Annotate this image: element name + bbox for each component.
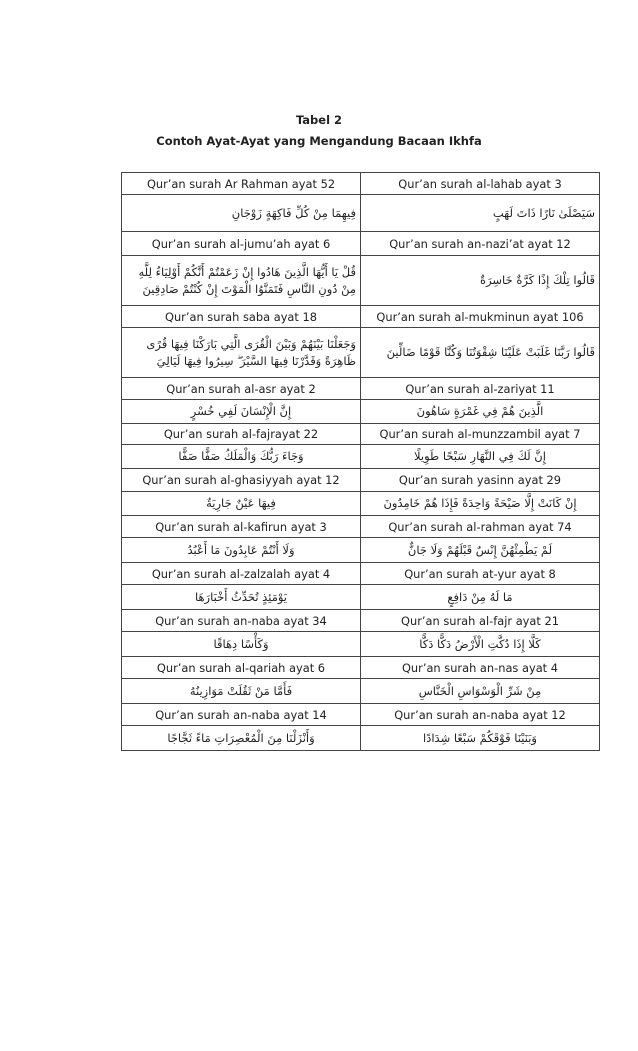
arabic-verse-right: الَّذِينَ هُمْ فِي غَمْرَةٍ سَاهُونَ xyxy=(361,400,600,424)
table-row-verse xyxy=(122,679,600,704)
surah-reference-right: Qur’an surah at-yur ayat 8 xyxy=(361,563,600,585)
surah-reference-left: Qur’an surah an-naba ayat 14 xyxy=(122,704,361,726)
surah-reference-left: Qur’an surah al-ghasiyyah ayat 12 xyxy=(122,469,361,492)
surah-reference-right: Qur’an surah an-nas ayat 4 xyxy=(361,657,600,679)
table-row-verse xyxy=(122,195,600,232)
arabic-verse-left: وَجَاءَ رَبُّكَ وَالْمَلَكُ صَفًّا صَفًّا xyxy=(122,445,361,469)
arabic-verse-right: قَالُوا رَبَّنَا غَلَبَتْ عَلَيْنَا شِقْوَتُنَا وَكُنَّا قَوْمًا ضَالِّينَ xyxy=(361,328,600,378)
table-row-verse xyxy=(122,445,600,469)
surah-reference-left: Qur’an surah al-asr ayat 2 xyxy=(122,378,361,400)
arabic-verse-left: وَأَنْزَلْنَا مِنَ الْمُعْصِرَاتِ مَاءً ثَجَّاجًا xyxy=(122,726,361,751)
arabic-verse-left: إِنَّ الْإِنْسَانَ لَفِي خُسْرٍ xyxy=(122,400,361,424)
arabic-verse-left: وَلَا أَنْتُمْ عَابِدُونَ مَا أَعْبُدُ xyxy=(122,538,361,563)
table-row-verse xyxy=(122,328,600,378)
table-row-reference xyxy=(122,469,600,492)
table-row-verse xyxy=(122,492,600,516)
arabic-verse-right: مَا لَهُ مِنْ دَافِعٍ xyxy=(361,585,600,610)
surah-reference-right: Qur’an surah yasinn ayat 29 xyxy=(361,469,600,492)
ikhfa-table xyxy=(121,172,600,751)
table-row-reference xyxy=(122,173,600,195)
table-row-verse xyxy=(122,400,600,424)
surah-reference-right: Qur’an surah al-lahab ayat 3 xyxy=(361,173,600,195)
arabic-verse-right: قَالُوا تِلْكَ إِذًا كَرَّةٌ خَاسِرَةٌ xyxy=(361,256,600,306)
table-row-reference xyxy=(122,563,600,585)
arabic-verse-left: فِيهَا عَيْنٌ جَارِيَةٌ xyxy=(122,492,361,516)
surah-reference-left: Qur’an surah al-jumu’ah ayat 6 xyxy=(122,232,361,256)
surah-reference-left: Qur’an surah al-zalzalah ayat 4 xyxy=(122,563,361,585)
arabic-verse-right: كَلَّا إِذَا دُكَّتِ الْأَرْضُ دَكًّا دَكًّا xyxy=(361,632,600,657)
table-row-reference xyxy=(122,378,600,400)
arabic-verse-right: مِنْ شَرِّ الْوَسْوَاسِ الْخَنَّاسِ xyxy=(361,679,600,704)
surah-reference-left: Qur’an surah al-fajrayat 22 xyxy=(122,424,361,445)
surah-reference-right: Qur’an surah al-fajr ayat 21 xyxy=(361,610,600,632)
table-row-verse xyxy=(122,538,600,563)
surah-reference-left: Qur’an surah an-naba ayat 34 xyxy=(122,610,361,632)
arabic-verse-right: وَبَنَيْنَا فَوْقَكُمْ سَبْعًا شِدَادًا xyxy=(361,726,600,751)
table-row-verse xyxy=(122,726,600,751)
arabic-verse-left: وَكَأْسًا دِهَاقًا xyxy=(122,632,361,657)
arabic-verse-left: فَأَمَّا مَنْ ثَقُلَتْ مَوَازِينُهُ xyxy=(122,679,361,704)
surah-reference-left: Qur’an surah al-qariah ayat 6 xyxy=(122,657,361,679)
surah-reference-right: Qur’an surah al-munzzambil ayat 7 xyxy=(361,424,600,445)
table-row-verse xyxy=(122,256,600,306)
surah-reference-right: Qur’an surah al-zariyat 11 xyxy=(361,378,600,400)
arabic-verse-left: يَوْمَئِذٍ تُحَدِّثُ أَخْبَارَهَا xyxy=(122,585,361,610)
table-row-reference xyxy=(122,704,600,726)
table-row-reference xyxy=(122,516,600,538)
table-row-reference xyxy=(122,306,600,328)
surah-reference-right: Qur’an surah al-rahman ayat 74 xyxy=(361,516,600,538)
table-row-verse xyxy=(122,632,600,657)
table-subtitle: Contoh Ayat-Ayat yang Mengandung Bacaan Ikhfa xyxy=(156,134,482,148)
surah-reference-left: Qur’an surah Ar Rahman ayat 52 xyxy=(122,173,361,195)
arabic-verse-right: لَمْ يَطْمِثْهُنَّ إِنْسٌ قَبْلَهُمْ وَلَا جَانٌّ xyxy=(361,538,600,563)
arabic-verse-right: إِنْ كَانَتْ إِلَّا صَيْحَةً وَاحِدَةً فَإِذَا هُمْ خَامِدُونَ xyxy=(361,492,600,516)
arabic-verse-right: سَيَصْلَىٰ نَارًا ذَاتَ لَهَبٍ xyxy=(361,195,600,232)
arabic-verse-left: وَجَعَلْنَا بَيْنَهُمْ وَبَيْنَ الْقُرَى الَّتِي بَارَكْنَا فِيهَا قُرًى ظَاهِرَةً وَقَدَّرْنَا فِيهَا السَّيْرَ ۖ سِيرُوا فِيهَا لَيَالِيَ xyxy=(122,328,361,378)
arabic-verse-right: إِنَّ لَكَ فِي النَّهَارِ سَبْحًا طَوِيلًا xyxy=(361,445,600,469)
surah-reference-right: Qur’an surah al-mukminun ayat 106 xyxy=(361,306,600,328)
arabic-verse-left: فِيهِمَا مِنْ كُلِّ فَاكِهَةٍ زَوْجَانِ xyxy=(122,195,361,232)
surah-reference-left: Qur’an surah saba ayat 18 xyxy=(122,306,361,328)
surah-reference-right: Qur’an surah an-naba ayat 12 xyxy=(361,704,600,726)
arabic-verse-left: قُلْ يَا أَيُّهَا الَّذِينَ هَادُوا إِنْ زَعَمْتُمْ أَنَّكُمْ أَوْلِيَاءُ لِلَّهِ مِنْ دُونِ النَّاسِ فَتَمَنَّوُا الْمَوْتَ إِنْ كُنْتُمْ صَادِقِينَ xyxy=(122,256,361,306)
table-row-reference xyxy=(122,610,600,632)
table-row-reference xyxy=(122,424,600,445)
table-row-reference xyxy=(122,232,600,256)
table-title: Tabel 2 xyxy=(295,113,343,127)
surah-reference-left: Qur’an surah al-kafirun ayat 3 xyxy=(122,516,361,538)
table-row-verse xyxy=(122,585,600,610)
surah-reference-right: Qur’an surah an-nazi’at ayat 12 xyxy=(361,232,600,256)
table-row-reference xyxy=(122,657,600,679)
